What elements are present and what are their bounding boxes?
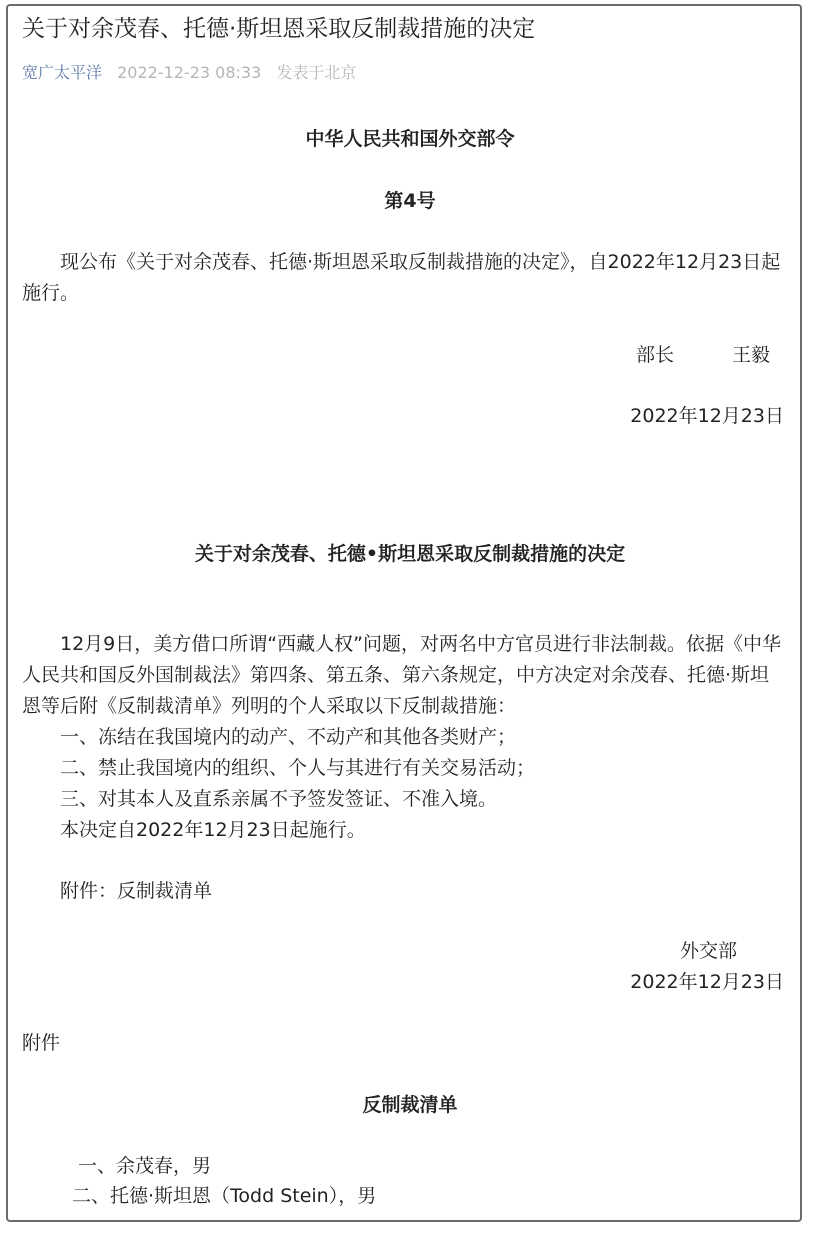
order-heading: 中华人民共和国外交部令 [305, 128, 515, 150]
order-number: 第4号 [384, 190, 436, 212]
decision-signer: 外交部 [680, 940, 738, 962]
attachment-label: 附件 [22, 1032, 61, 1054]
decision-date: 2022年12月23日 [630, 971, 784, 993]
measure-item: 二、禁止我国境内的组织、个人与其进行有关交易活动； [60, 757, 536, 779]
article-meta [22, 60, 366, 86]
author-link[interactable]: 宽广太平洋 [22, 63, 103, 82]
article-title: 关于对余茂春、托德·斯坦恩采取反制裁措施的决定 [22, 16, 536, 42]
publish-datetime: 2022-12-23 08:33 [117, 63, 262, 82]
list-item: 一、余茂春，男 [78, 1155, 212, 1177]
minister-title: 部长 [636, 344, 675, 366]
attachment-heading: 反制裁清单 [362, 1094, 458, 1116]
minister-name: 王毅 [732, 344, 771, 366]
measure-item: 三、对其本人及直系亲属不予签发签证、不准入境。 [60, 788, 498, 810]
decision-intro: 12月9日，美方借口所谓“西藏人权”问题，对两名中方官员进行非法制裁。依据《中华人民共和国反外国制裁法》第四条、第五条、第六条规定，中方决定对余茂春、托德·斯坦恩等后附《反制裁清单》列明的个人采取以下反制裁措施： [22, 633, 781, 717]
measure-item: 一、冻结在我国境内的动产、不动产和其他各类财产； [60, 726, 517, 748]
attachment-note: 附件：反制裁清单 [60, 880, 213, 902]
order-announce: 现公布《关于对余茂春、托德·斯坦恩采取反制裁措施的决定》，自2022年12月23日起施行。 [22, 251, 781, 304]
list-item: 二、托德·斯坦恩（Todd Stein），男 [72, 1185, 377, 1207]
decision-heading: 关于对余茂春、托德•斯坦恩采取反制裁措施的决定 [194, 543, 626, 565]
publish-location: 发表于北京 [276, 63, 357, 82]
order-date: 2022年12月23日 [630, 405, 784, 427]
decision-effective: 本决定自2022年12月23日起施行。 [60, 819, 366, 841]
